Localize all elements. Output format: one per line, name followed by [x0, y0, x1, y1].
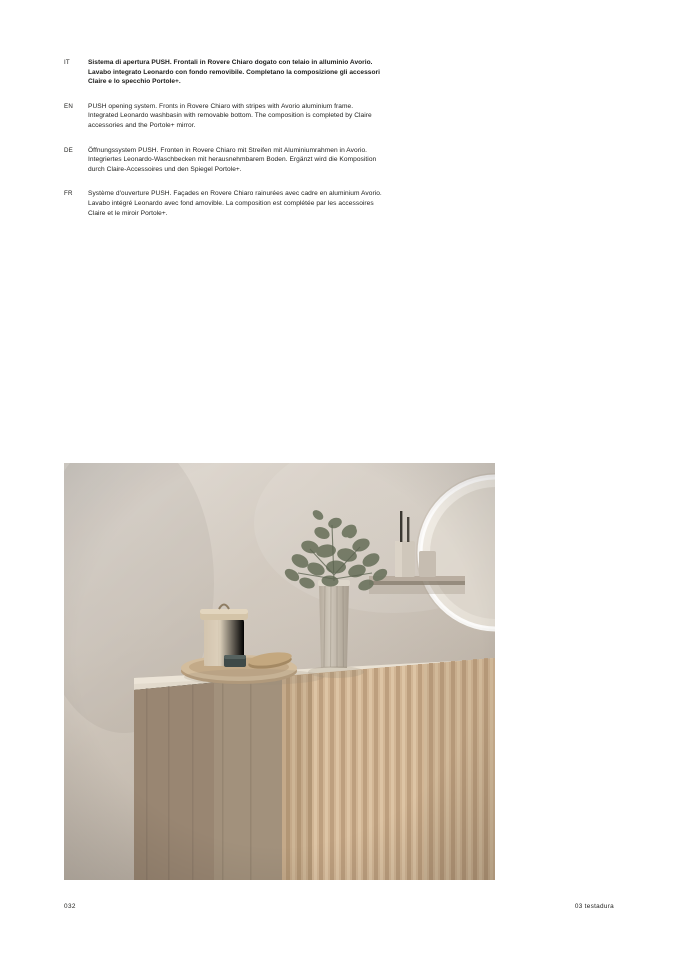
language-code-fr: FR [64, 190, 73, 198]
description-row-fr [64, 189, 384, 218]
section-label: 03 testadura [574, 903, 614, 910]
description-row-de [64, 146, 384, 175]
description-row-en [64, 102, 384, 131]
description-row-it [64, 58, 384, 87]
description-block [64, 58, 384, 218]
language-code-it: IT [64, 59, 70, 66]
description-text-fr: Système d'ouverture PUSH. Façades en Rovere Chiaro rainurées avec cadre en aluminium Avorio. Lavabo intégré Leonardo avec fond amovible. La composition est complétée par les accessoires Claire et le miroir Portole+. [88, 190, 382, 217]
description-text-en: PUSH opening system. Fronts in Rovere Chiaro with stripes with Avorio aluminium frame. Integrated Leonardo washbasin with removable bottom. The composition is completed by Claire accessories and the Portole+ mirror. [88, 102, 372, 129]
language-code-en: EN [64, 102, 73, 110]
description-text-it: Sistema di apertura PUSH. Frontali in Rovere Chiaro dogato con telaio in alluminio Avorio. Lavabo integrato Leonardo con fondo removibile. Completano la composizione gli accessori Claire e lo specchio Portole+. [88, 59, 380, 86]
page-number: 032 [64, 903, 76, 910]
bathroom-vanity-photo [64, 463, 495, 880]
photo-illustration [64, 463, 495, 880]
language-code-de: DE [64, 146, 73, 154]
description-text-de: Öffnungssystem PUSH. Fronten in Rovere Chiaro mit Streifen mit Aluminiumrahmen in Avorio. Integriertes Leonardo-Waschbecken mit herausnehmbarem Boden. Ergänzt wird die Komposition durch Claire-Accessoires und den Spiegel Portole+. [88, 146, 377, 173]
